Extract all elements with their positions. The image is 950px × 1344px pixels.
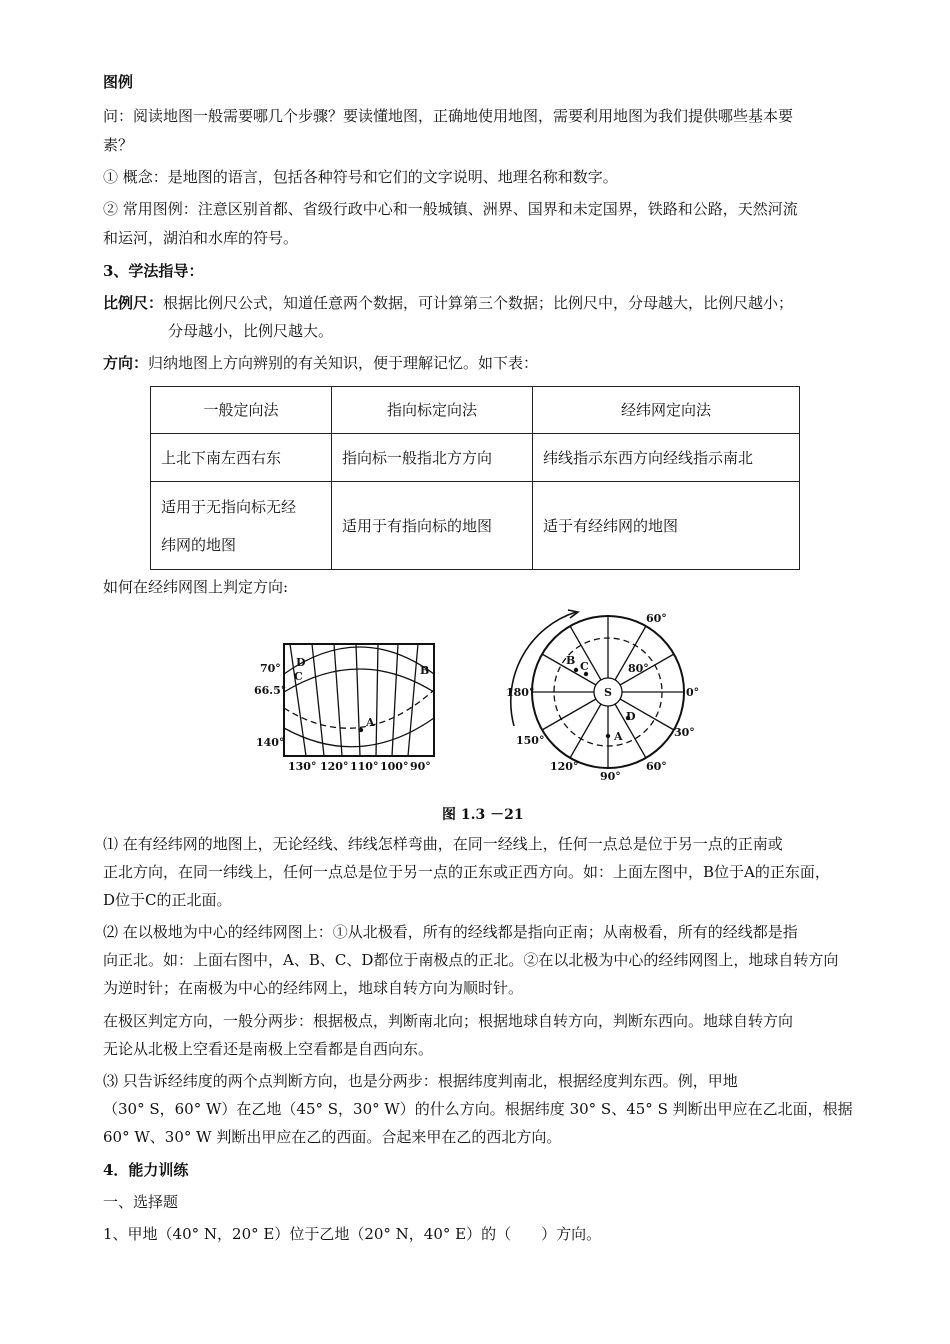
para2-line2: 向正北。如：上面右图中，A、B、C、D都位于南极点的正北。②在以北极为中心的经纬网图上，地球自转方向 [103,951,839,969]
para2-line3: 为逆时针；在南极为中心的经纬网上，地球自转方向为顺时针。 [103,979,524,997]
table-header-cell: 指向标定向法 [332,387,533,434]
direction-text: 归纳地图上方向辨别的有关知识，便于理解记忆。如下表： [148,354,539,372]
method-heading: 3、学法指导： [103,262,204,280]
para4-line3: 60° W、30° W 判断出甲应在乙的西面。合起来甲在乙的西北方向。 [103,1128,562,1146]
legend-question-line2: 素？ [103,136,134,154]
legend-heading: 图例 [103,73,134,91]
para1-line1: ⑴ 在有经纬网的地图上，无论经线、纬线怎样弯曲，在同一经线上，任何一点总是位于另一点的正南或 [103,835,783,853]
lon-label: 130° [288,760,317,773]
lat-label: 70° [260,662,281,675]
legend-common-line2: 和运河，湖泊和水库的符号。 [103,229,299,247]
point-d: D [296,656,306,669]
table-cell: 纬线指示东西方向经线指示南北 [533,434,800,482]
table-cell-line: 适用于无指向标无经 [161,497,297,516]
para1-line3: D位于C的正北面。 [103,891,232,909]
pole-s: S [604,686,612,699]
table-cell: 指向标一般指北方方向 [332,434,533,482]
lon-label-30: 30° [674,726,695,739]
scale-line1 [103,293,793,313]
para4-line2: （30° S，60° W）在乙地（45° S，30° W）的什么方向。根据纬度 30° S、45° S 判断出甲应在乙北面，根据 [103,1100,853,1118]
scale-label: 比例尺： [103,294,164,312]
training-heading: 4．能力训练 [103,1161,189,1179]
question-1: 1、甲地（40° N，20° E）位于乙地（20° N，40° E）的（ ）方向。 [103,1225,602,1243]
lat-label: 140° [256,736,285,749]
table-cell: 适于有经纬网的地图 [533,482,800,570]
lon-label-60n: 60° [646,612,667,625]
point-c: C [294,670,303,683]
lat-label-80: 80° [628,662,649,675]
lon-label-180: 180° [506,686,535,699]
table-header-cell: 经纬网定向法 [533,387,800,434]
lon-label: 100° [380,760,409,773]
parallel [284,647,434,674]
lat-label: 66.5° [254,684,287,697]
direction-line [103,353,538,373]
lon-label-0: 0° [686,686,700,699]
figure-intro: 如何在经纬网图上判定方向: [103,578,289,596]
point-marker [359,728,363,732]
polar-map-right [500,608,700,788]
table-cell: 适用于有指向标的地图 [332,482,533,570]
lon-label: 120° [320,760,349,773]
table-header-cell: 一般定向法 [151,387,332,434]
point-a: A [614,730,623,743]
meridian [376,644,378,756]
lon-label-90: 90° [600,770,621,783]
parallel [284,669,434,692]
point-b: B [420,664,430,677]
table-cell [151,482,332,570]
point-d: D [626,710,636,723]
point-marker [606,734,610,738]
para2-line1: ⑵ 在以极地为中心的经纬网图上：①从北极看，所有的经线都是指向正南；从南极看，所有的经线都是指 [103,923,798,941]
point-b: B [566,654,576,667]
table-row [151,434,800,482]
direction-methods-table [150,386,800,570]
meridian [334,644,342,756]
legend-question-line1: 问：阅读地图一般需要哪几个步骤？要读懂地图，正确地使用地图，需要利用地图为我们提供哪些基本要 [103,107,794,125]
point-c: C [580,660,589,673]
lon-label: 110° [350,760,379,773]
lon-label-60s: 60° [646,760,667,773]
lon-label-120: 120° [550,760,579,773]
lon-label-150: 150° [516,734,545,747]
meridian [312,644,324,756]
training-subheading: 一、选择题 [103,1193,179,1211]
para3-line2: 无论从北极上空看还是南极上空看都是自西向东。 [103,1040,434,1058]
table-header-row [151,387,800,434]
table-cell: 上北下南左西右东 [151,434,332,482]
graticule-map-left [250,630,450,790]
lon-label: 90° [410,760,431,773]
point-marker [574,668,578,672]
scale-text: 根据比例尺公式，知道任意两个数据，可计算第三个数据；比例尺中，分母越大，比例尺越小； [163,294,794,312]
legend-concept: ① 概念：是地图的语言，包括各种符号和它们的文字说明、地理名称和数字。 [103,168,618,186]
para4-line1: ⑶ 只告诉经纬度的两个点判断方向，也是分两步：根据纬度判南北，根据经度判东西。例，甲地 [103,1072,738,1090]
para3-line1: 在极区判定方向，一般分两步：根据极点，判断南北向；根据地球自转方向，判断东西向。地球自转方向 [103,1012,794,1030]
table-row [151,482,800,570]
figure-caption: 图 1.3 －21 [442,807,524,823]
point-a: A [366,716,375,729]
meridian [356,644,360,756]
direction-label: 方向： [103,354,149,372]
table-cell-line: 纬网的地图 [161,535,237,554]
para1-line2: 正北方向，在同一纬线上，任何一点总是位于另一点的正东或正西方向。如：上面左图中，B位于A的正东面， [103,863,830,881]
scale-line2: 分母越小，比例尺越大。 [168,322,334,340]
legend-common-line1: ② 常用图例：注意区别首都、省级行政中心和一般城镇、洲界、国界和未定国界，铁路和公路，天然河流 [103,200,798,218]
